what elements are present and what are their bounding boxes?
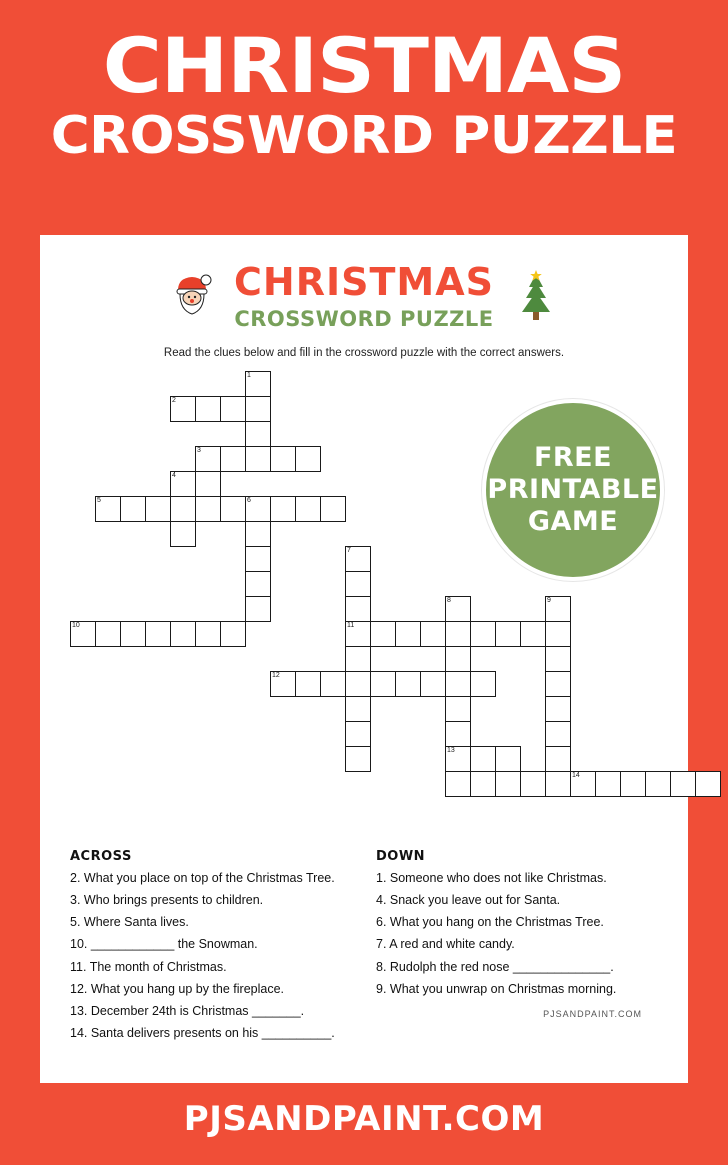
crossword-cell[interactable] <box>120 496 146 522</box>
crossword-cell[interactable] <box>170 471 196 497</box>
crossword-cell[interactable] <box>245 371 271 397</box>
crossword-cell[interactable] <box>370 671 396 697</box>
crossword-cell[interactable] <box>445 596 471 622</box>
clues-section <box>70 849 658 1048</box>
crossword-cell[interactable] <box>495 771 521 797</box>
clue-item: 8. Rudolph the red nose ______________. <box>376 959 614 974</box>
clue-item: 11. The month of Christmas. <box>70 959 227 974</box>
crossword-cell[interactable] <box>170 521 196 547</box>
crossword-cell[interactable] <box>395 671 421 697</box>
crossword-cell[interactable] <box>445 646 471 672</box>
crossword-cell[interactable] <box>345 746 371 772</box>
across-column <box>70 849 364 1048</box>
crossword-cell[interactable] <box>470 621 496 647</box>
clue-item: 14. Santa delivers presents on his __________. <box>70 1025 335 1040</box>
crossword-cell[interactable] <box>445 671 471 697</box>
crossword-cell[interactable] <box>545 596 571 622</box>
crossword-cell[interactable] <box>195 496 221 522</box>
cell-number: 8 <box>447 597 451 604</box>
cell-number: 13 <box>447 747 455 754</box>
crossword-cell[interactable] <box>195 446 221 472</box>
crossword-cell[interactable] <box>145 621 171 647</box>
crossword-cell[interactable] <box>545 696 571 722</box>
crossword-cell[interactable] <box>695 771 721 797</box>
crossword-cell[interactable] <box>445 621 471 647</box>
crossword-cell[interactable] <box>345 621 371 647</box>
crossword-cell[interactable] <box>345 546 371 572</box>
crossword-cell[interactable] <box>395 621 421 647</box>
crossword-cell[interactable] <box>545 621 571 647</box>
crossword-cell[interactable] <box>645 771 671 797</box>
worksheet-credit: PJSANDPAINT.COM <box>543 1009 642 1020</box>
cell-number: 14 <box>572 772 580 779</box>
cell-number: 6 <box>247 497 251 504</box>
crossword-cell[interactable] <box>295 496 321 522</box>
crossword-cell[interactable] <box>295 671 321 697</box>
crossword-cell[interactable] <box>420 621 446 647</box>
crossword-cell[interactable] <box>245 546 271 572</box>
cell-number: 3 <box>197 447 201 454</box>
crossword-cell[interactable] <box>220 396 246 422</box>
page-subtitle: CROSSWORD PUZZLE <box>50 106 678 167</box>
crossword-cell[interactable] <box>245 596 271 622</box>
clue-item: 12. What you hang up by the fireplace. <box>70 981 285 996</box>
crossword-cell[interactable] <box>495 621 521 647</box>
crossword-cell[interactable] <box>145 496 171 522</box>
clue-item: 7. A red and white candy. <box>376 937 515 952</box>
christmas-tree-icon <box>512 270 560 324</box>
crossword-cell[interactable] <box>545 646 571 672</box>
crossword-cell[interactable] <box>120 621 146 647</box>
crossword-cell[interactable] <box>170 621 196 647</box>
crossword-cell[interactable] <box>445 746 471 772</box>
crossword-cell[interactable] <box>670 771 696 797</box>
crossword-cell[interactable] <box>570 771 596 797</box>
cell-number: 1 <box>247 372 251 379</box>
cell-number: 11 <box>347 622 355 629</box>
crossword-cell[interactable] <box>245 396 271 422</box>
badge-line-3: GAME <box>527 505 619 537</box>
crossword-cell[interactable] <box>195 471 221 497</box>
santa-icon <box>168 270 216 324</box>
crossword-cell[interactable] <box>595 771 621 797</box>
crossword-cell[interactable] <box>520 621 546 647</box>
crossword-cell[interactable] <box>445 721 471 747</box>
crossword-cell[interactable] <box>520 771 546 797</box>
crossword-cell[interactable] <box>195 621 221 647</box>
crossword-cell[interactable] <box>195 396 221 422</box>
crossword-cell[interactable] <box>95 621 121 647</box>
crossword-cell[interactable] <box>245 521 271 547</box>
instructions-text: Read the clues below and fill in the crossword puzzle with the correct answers. <box>163 347 565 359</box>
cell-number: 7 <box>347 547 351 554</box>
clue-item: 6. What you hang on the Christmas Tree. <box>376 915 604 930</box>
cell-number: 9 <box>547 597 551 604</box>
crossword-cell[interactable] <box>370 621 396 647</box>
down-column <box>364 849 658 1048</box>
page-title: CHRISTMAS <box>102 21 626 110</box>
crossword-cell[interactable] <box>245 496 271 522</box>
crossword-cell[interactable] <box>245 446 271 472</box>
badge-line-2: PRINTABLE <box>487 474 659 506</box>
crossword-grid[interactable] <box>70 371 658 841</box>
worksheet-subtitle: CROSSWORD PUZZLE <box>234 307 494 331</box>
down-heading: DOWN <box>376 849 426 864</box>
crossword-cell[interactable] <box>220 446 246 472</box>
clue-item: 10. ____________ the Snowman. <box>70 937 258 952</box>
crossword-cell[interactable] <box>495 746 521 772</box>
crossword-cell[interactable] <box>345 696 371 722</box>
crossword-cell[interactable] <box>545 721 571 747</box>
worksheet-title: CHRISTMAS <box>234 260 494 304</box>
worksheet-header <box>70 260 658 331</box>
crossword-cell[interactable] <box>345 646 371 672</box>
crossword-cell[interactable] <box>345 671 371 697</box>
clue-item: 4. Snack you leave out for Santa. <box>376 893 561 908</box>
crossword-cell[interactable] <box>620 771 646 797</box>
worksheet-sheet <box>40 235 688 1083</box>
cell-number: 5 <box>97 497 101 504</box>
crossword-cell[interactable] <box>470 671 496 697</box>
crossword-cell[interactable] <box>320 671 346 697</box>
clue-item: 5. Where Santa lives. <box>70 915 189 930</box>
footer-url: PJSANDPAINT.COM <box>183 1099 545 1139</box>
crossword-cell[interactable] <box>220 496 246 522</box>
crossword-cell[interactable] <box>345 596 371 622</box>
crossword-cell[interactable] <box>345 721 371 747</box>
crossword-cell[interactable] <box>470 771 496 797</box>
clue-item: 9. What you unwrap on Christmas morning. <box>376 981 617 996</box>
clue-item: 3. Who brings presents to children. <box>70 893 264 908</box>
crossword-cell[interactable] <box>270 671 296 697</box>
cell-number: 2 <box>172 397 176 404</box>
crossword-cell[interactable] <box>295 446 321 472</box>
clue-item: 13. December 24th is Christmas _______. <box>70 1003 305 1018</box>
crossword-cell[interactable] <box>70 621 96 647</box>
across-heading: ACROSS <box>70 849 132 864</box>
crossword-cell[interactable] <box>445 771 471 797</box>
crossword-cell[interactable] <box>445 696 471 722</box>
crossword-cell[interactable] <box>320 496 346 522</box>
crossword-cell[interactable] <box>470 746 496 772</box>
crossword-cell[interactable] <box>245 421 271 447</box>
crossword-cell[interactable] <box>545 746 571 772</box>
page-header <box>0 0 728 167</box>
crossword-cell[interactable] <box>270 496 296 522</box>
crossword-cell[interactable] <box>345 571 371 597</box>
crossword-cell[interactable] <box>95 496 121 522</box>
crossword-cell[interactable] <box>220 621 246 647</box>
crossword-cell[interactable] <box>245 571 271 597</box>
crossword-cell[interactable] <box>545 771 571 797</box>
cell-number: 10 <box>72 622 80 629</box>
clue-item: 2. What you place on top of the Christmas Tree. <box>70 871 335 885</box>
cell-number: 12 <box>272 672 280 679</box>
crossword-cell[interactable] <box>270 446 296 472</box>
crossword-cell[interactable] <box>420 671 446 697</box>
crossword-cell[interactable] <box>170 396 196 422</box>
free-printable-badge <box>482 399 664 581</box>
crossword-cell[interactable] <box>170 496 196 522</box>
badge-line-1: FREE <box>533 442 613 474</box>
crossword-cell[interactable] <box>545 671 571 697</box>
clue-item: 1. Someone who does not like Christmas. <box>376 871 607 885</box>
cell-number: 4 <box>172 472 176 479</box>
